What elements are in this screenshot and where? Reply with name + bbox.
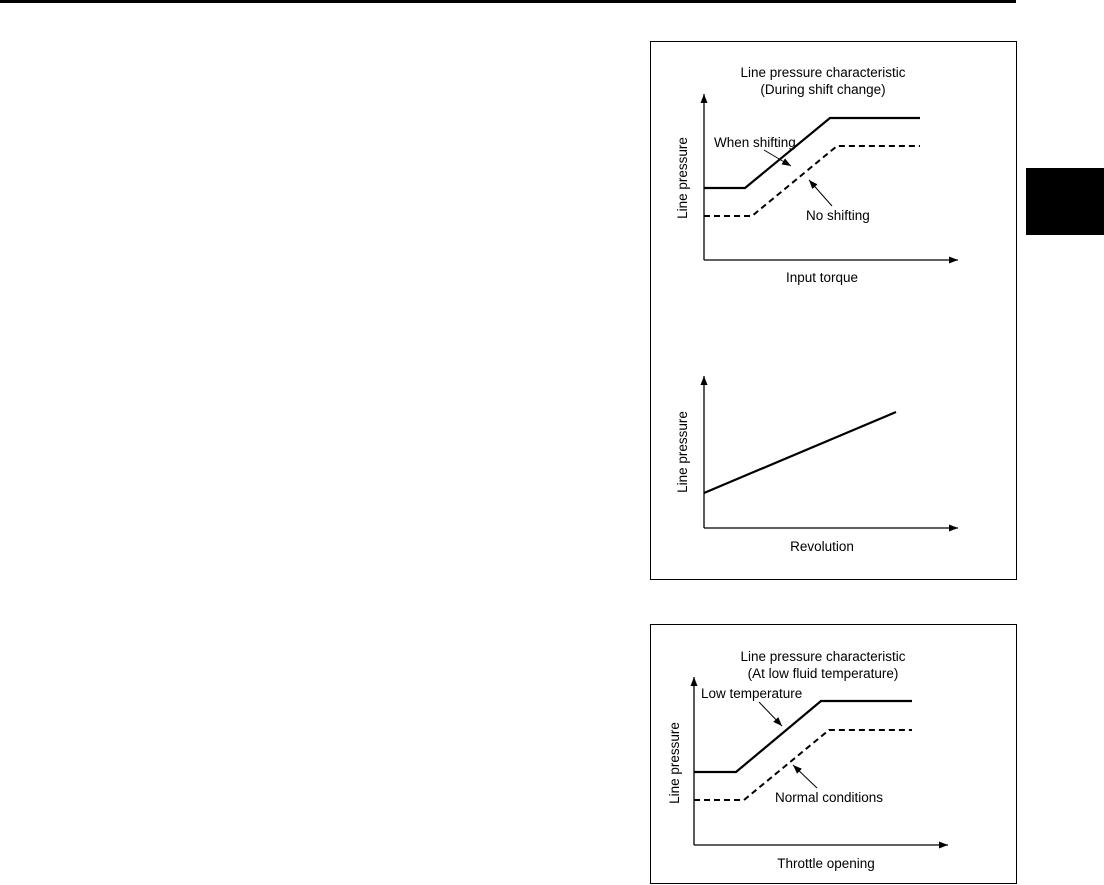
- chart1-series-no-shifting: [704, 146, 920, 216]
- chart3-label-normal-conditions: Normal conditions: [775, 790, 884, 805]
- chart3-title-line2: (At low fluid temperature): [747, 666, 899, 681]
- chart1-title-line1: Line pressure characteristic: [740, 65, 906, 80]
- chart2-x-axis-label: Revolution: [790, 539, 854, 554]
- chart3-title-line1: Line pressure characteristic: [740, 649, 906, 664]
- figure-panel-low-temperature: [650, 624, 1017, 884]
- chart3-label-low-temperature: Low temperature: [701, 686, 803, 701]
- figure-svg-shift-change: [651, 42, 1018, 581]
- chart2-y-axis-label: Line pressure: [675, 411, 690, 493]
- chart3-x-axis-label: Throttle opening: [777, 856, 875, 871]
- chart1-leader-no-shifting: [809, 180, 832, 206]
- top-rule: [0, 0, 1016, 3]
- chart3-series-low-temperature: [694, 701, 912, 772]
- chart1-title-line2: (During shift change): [760, 82, 886, 97]
- chart3-leader-low-temperature: [759, 702, 782, 726]
- chart3-y-axis-label: Line pressure: [667, 722, 682, 804]
- section-tab: [1026, 168, 1104, 235]
- chart1-x-axis-label: Input torque: [785, 270, 859, 285]
- chart1-y-axis-label: Line pressure: [675, 137, 690, 219]
- chart1-series-when-shifting: [704, 118, 920, 188]
- figure-svg-low-temperature: [651, 625, 1018, 885]
- chart1-label-no-shifting: No shifting: [806, 208, 870, 223]
- chart3-leader-normal-conditions: [793, 765, 817, 788]
- figure-panel-line-pressure: [650, 41, 1017, 580]
- chart2-series-line: [704, 412, 896, 493]
- chart1-label-when-shifting: When shifting: [714, 135, 796, 150]
